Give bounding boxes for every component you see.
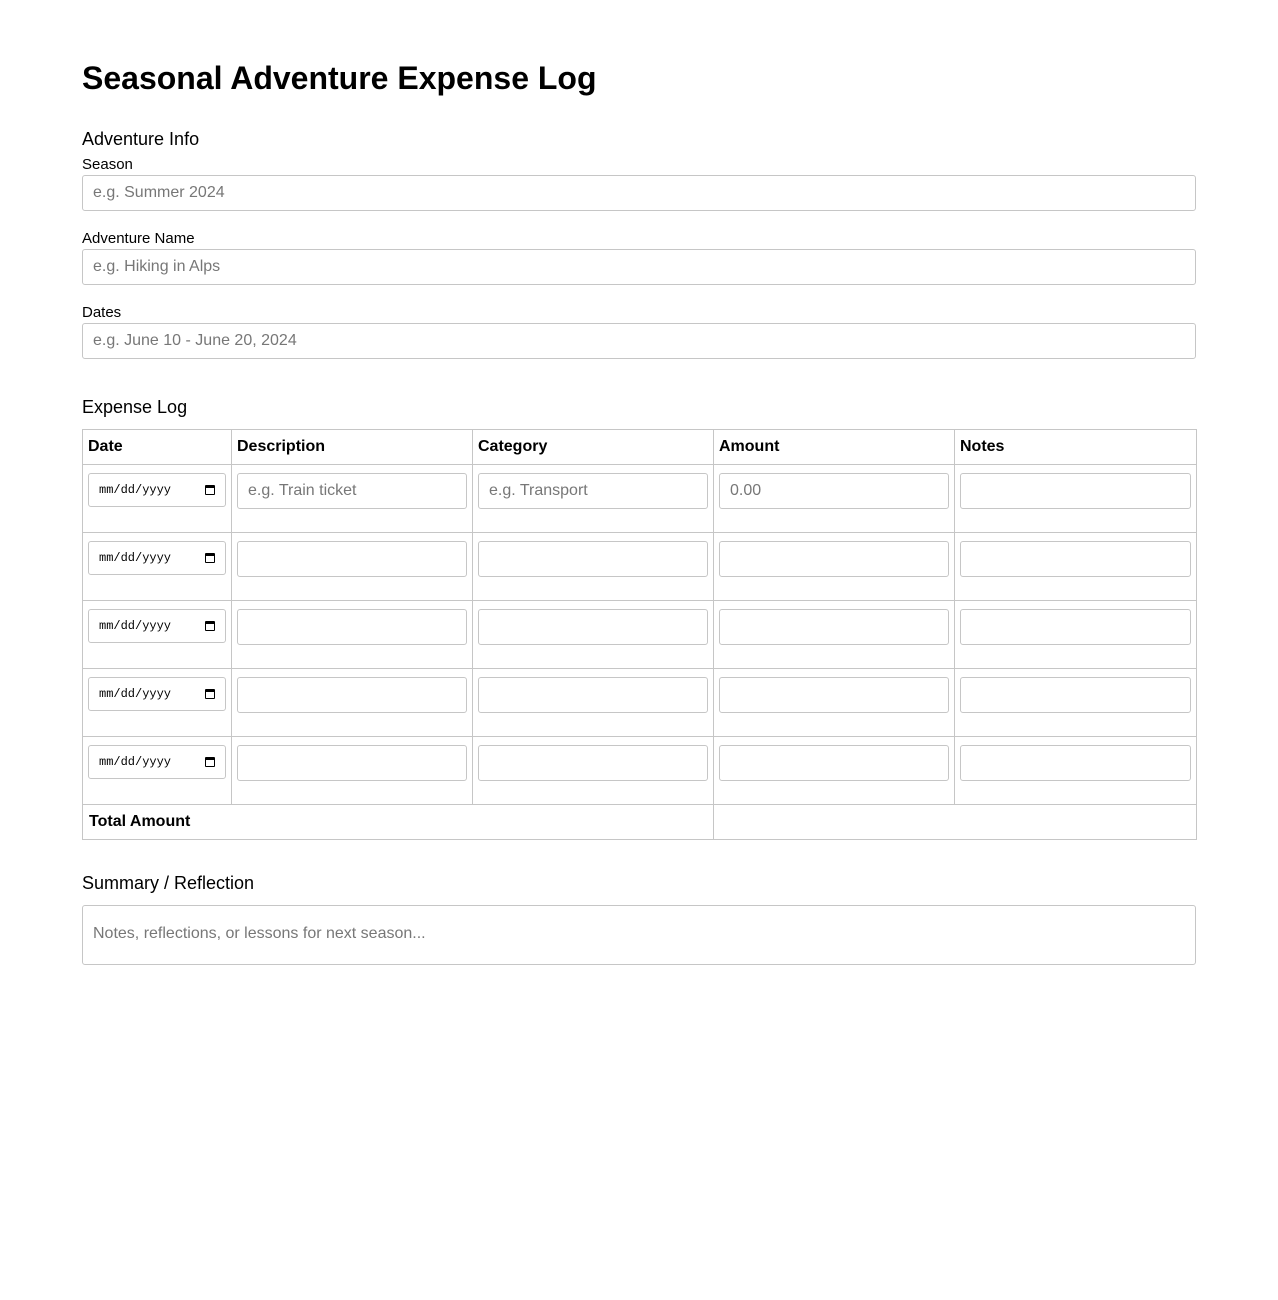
amount-input[interactable] — [719, 541, 949, 577]
amount-input[interactable] — [719, 677, 949, 713]
expense-log-page — [82, 0, 1196, 965]
column-header-amount: Amount — [714, 430, 955, 465]
dates-input[interactable] — [82, 323, 1196, 359]
description-input[interactable] — [237, 473, 467, 509]
notes-cell — [955, 533, 1197, 601]
date-placeholder: mm/dd/yyyy — [99, 483, 172, 497]
calendar-icon[interactable] — [205, 485, 215, 495]
date-input[interactable] — [88, 677, 226, 711]
summary-textarea[interactable] — [82, 905, 1196, 965]
table-row — [83, 601, 1197, 669]
notes-input[interactable] — [960, 745, 1191, 781]
page-title: Seasonal Adventure Expense Log — [82, 60, 597, 96]
calendar-icon[interactable] — [205, 757, 215, 767]
expense-log-heading: Expense Log — [82, 397, 188, 417]
category-cell — [473, 601, 714, 669]
description-cell — [232, 533, 473, 601]
total-amount-label: Total Amount — [83, 805, 714, 840]
category-cell — [473, 669, 714, 737]
expense-table — [82, 429, 1197, 840]
description-cell — [232, 669, 473, 737]
description-cell — [232, 601, 473, 669]
table-row — [83, 737, 1197, 805]
amount-input[interactable] — [719, 609, 949, 645]
adventure-info-heading: Adventure Info — [82, 129, 200, 149]
date-input[interactable] — [88, 473, 226, 507]
date-cell — [83, 737, 232, 805]
notes-input[interactable] — [960, 609, 1191, 645]
notes-input[interactable] — [960, 473, 1191, 509]
adventure-name-input[interactable] — [82, 249, 1196, 285]
total-amount-value — [714, 805, 1197, 840]
table-row — [83, 465, 1197, 533]
category-input[interactable] — [478, 745, 708, 781]
table-row — [83, 533, 1197, 601]
date-placeholder: mm/dd/yyyy — [99, 755, 172, 769]
description-input[interactable] — [237, 745, 467, 781]
date-input[interactable] — [88, 745, 226, 779]
amount-cell — [714, 601, 955, 669]
notes-cell — [955, 465, 1197, 533]
category-input[interactable] — [478, 609, 708, 645]
dates-label: Dates — [82, 304, 122, 321]
amount-input[interactable] — [719, 473, 949, 509]
notes-input[interactable] — [960, 541, 1191, 577]
calendar-icon[interactable] — [205, 553, 215, 563]
date-input[interactable] — [88, 541, 226, 575]
description-input[interactable] — [237, 541, 467, 577]
category-input[interactable] — [478, 677, 708, 713]
notes-input[interactable] — [960, 677, 1191, 713]
column-header-notes: Notes — [955, 430, 1197, 465]
calendar-icon[interactable] — [205, 689, 215, 699]
table-header-row — [83, 430, 1197, 465]
season-input[interactable] — [82, 175, 1196, 211]
column-header-category: Category — [473, 430, 714, 465]
date-cell — [83, 669, 232, 737]
description-input[interactable] — [237, 609, 467, 645]
season-label: Season — [82, 156, 133, 173]
amount-cell — [714, 669, 955, 737]
description-cell — [232, 465, 473, 533]
adventure-name-label: Adventure Name — [82, 230, 195, 247]
summary-heading: Summary / Reflection — [82, 873, 255, 893]
amount-cell — [714, 465, 955, 533]
date-input[interactable] — [88, 609, 226, 643]
date-placeholder: mm/dd/yyyy — [99, 551, 172, 565]
date-placeholder: mm/dd/yyyy — [99, 619, 172, 633]
column-header-date: Date — [83, 430, 232, 465]
notes-cell — [955, 669, 1197, 737]
total-row — [83, 805, 1197, 840]
table-row — [83, 669, 1197, 737]
calendar-icon[interactable] — [205, 621, 215, 631]
date-cell — [83, 533, 232, 601]
amount-input[interactable] — [719, 745, 949, 781]
date-placeholder: mm/dd/yyyy — [99, 687, 172, 701]
amount-cell — [714, 737, 955, 805]
notes-cell — [955, 601, 1197, 669]
notes-cell — [955, 737, 1197, 805]
description-input[interactable] — [237, 677, 467, 713]
amount-cell — [714, 533, 955, 601]
date-cell — [83, 465, 232, 533]
category-cell — [473, 533, 714, 601]
description-cell — [232, 737, 473, 805]
category-cell — [473, 465, 714, 533]
category-input[interactable] — [478, 541, 708, 577]
category-cell — [473, 737, 714, 805]
date-cell — [83, 601, 232, 669]
column-header-description: Description — [232, 430, 473, 465]
category-input[interactable] — [478, 473, 708, 509]
